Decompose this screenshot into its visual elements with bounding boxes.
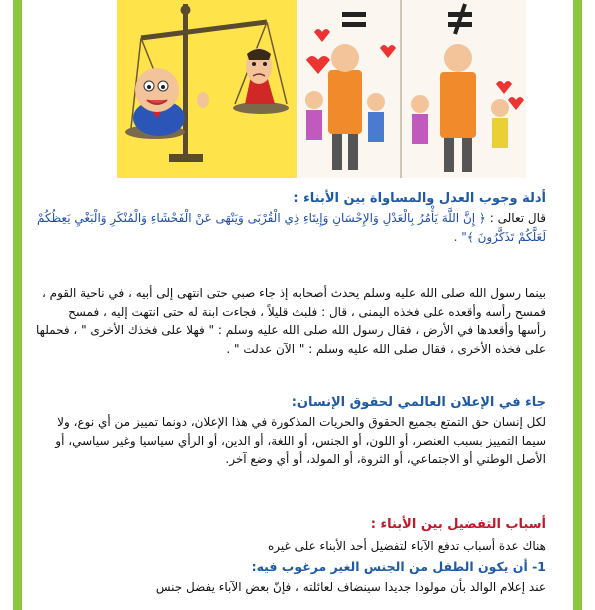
right-page-border [571, 0, 595, 610]
parents-children-illustration [298, 0, 526, 178]
declaration-heading: جاء في الإعلان العالمي لحقوق الإنسان: [291, 395, 546, 410]
declaration-text: لكل إنسان حق التمتع بجميع الحقوق والحريات المذكورة في هذا الإعلان، دونما تمييز من أي نوع، ولا سيما التمييز بسبب العنصر، أو اللون، أو الجنس، أو اللغة، أو الدين، أو الرأي سياسيا وغير سياسي، أو الأصل الوطني أو الاجتماعي، أو الثروة، أو المولد، أو أي وضع آخر. [55, 415, 546, 466]
justice-section [36, 190, 546, 247]
reasons-section [36, 516, 546, 597]
declaration-section [36, 394, 546, 469]
reasons-heading: أسباب التفضيل بين الأبناء : [370, 517, 546, 532]
hadith-paragraph: بينما رسول الله صلى الله عليه وسلم يحدث أصحابه إذ جاء صبي حتى انتهى إلى أبيه ، في ناحية القوم ، فمسح رأسه وأقعده على فخذه اليمنى ، قال : فلبث قليلاً ، فجاءت ابنة له حتى انتهت إليه ، فمسح رأسها وأقعدها في الأرض ، فقال رسول الله صلى الله عليه وسلم : " فهلا على فخذك الأخرى " ، فحملها على فخذه الأخرى ، فقال صلى الله عليه وسلم : " الآن عدلت " . [36, 286, 546, 356]
justice-heading: أدلة وجوب العدل والمساواة بين الأبناء : [293, 191, 546, 206]
reason-1-title: 1- أن يكون الطفل من الجنس الغير مرغوب فيه: [251, 559, 546, 574]
verse-block [36, 209, 546, 247]
reason-1-text: عند إعلام الوالد بأن مولودا جديدا سينضاف لعائلته ، فإنّ بعض الآباء يفضل جنس [155, 580, 546, 594]
balance-scale-illustration [117, 0, 297, 178]
left-page-border [0, 0, 23, 610]
reasons-intro: هناك عدة أسباب تدفع الآباء لتفضيل أحد الأبناء على غيره [267, 539, 546, 553]
quran-verse: ﴿ إِنَّ اللَّهَ يَأْمُرُ بِالْعَدْلِ وَالإِحْسَانِ وَإِيتَاءِ ذِي الْقُرْبَى وَيَنْهَى عَنْ الْفَحْشَاءِ وَالْمُنْكَرِ وَالْبَغْيِ يَعِظُكُمْ لَعَلَّكُمْ تَذَكَّرُونَ ﴾" . [36, 211, 546, 244]
verse-intro: قال تعالى : [489, 211, 546, 225]
